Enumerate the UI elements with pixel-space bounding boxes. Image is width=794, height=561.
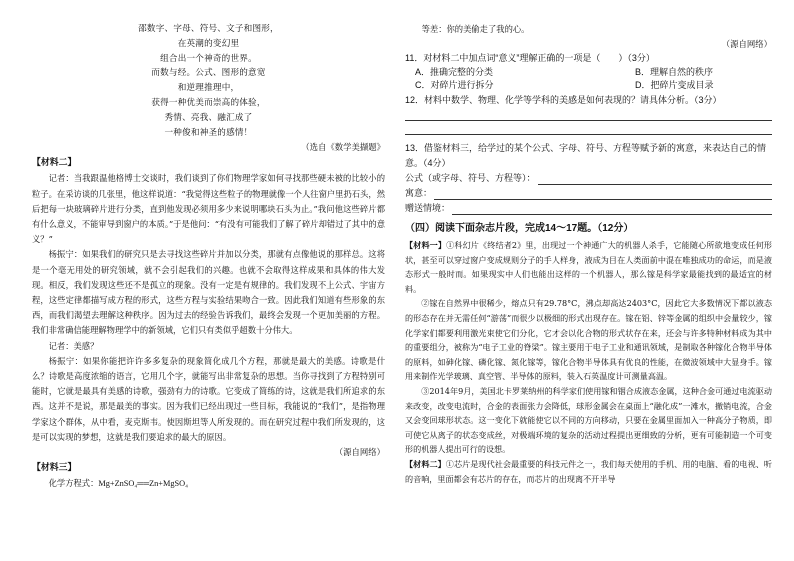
formula-field-label: 公式（或字母、符号、方程等）： xyxy=(405,173,536,184)
material-two-paragraph: 记者：当我跟温他格博士交谈时，我们谈到了你们物理学家如何寻找那些硬未被的比较小的粒子。在采访谈的几张里，他这样说道：“我觉得这些粒子的物理就像一个人往窗户里扔石头，然后把每一块玻璃碎片进行分类，直到他发现必须用多少来说明哪块石头为止。”我问他这些碎片都有什么意义，不能审导到窗户的本质。”于是他问：“有没有可能我们了解了碎片却错过了其中的意义？” xyxy=(32,173,385,245)
r-material-one-paragraph xyxy=(405,238,772,296)
option-c[interactable]: C．对碎片进行拆分 xyxy=(415,80,494,91)
option-b[interactable]: B．理解自然的秩序 xyxy=(635,66,714,77)
material-three-formula-line xyxy=(32,476,385,491)
question-13: 13．借鉴材料三，给学过的某个公式、字母、符号、方程等赋予新的寓意，来表达自己的情意。（4分） xyxy=(405,143,767,168)
r-material-one-paragraph: ②镓在自然界中很稀少，熔点只有29.78°C，沸点却高达2403°C，因此它大多数情况下都以液态的形态存在并无需任何“游荡”而很少以极细的形式出现存在。镓在铝、锌等金属的组织中会量较少，镓化学家们都要利用激光束使它们分化，它才会以化合物的形式状存在来，还会与许多特种材料成为其中的重要组分，被称为“电子工业的脊梁”。镓主要用于电子工业和通讯领域，是制取各种镓化合物半导体的原料，如砷化镓、磷化镓、氮化镓等，镓化合物半导体具有优良的性能，在微波领域中大显身手。镓用来制作光学玻璃、真空管、半导体的原料，装入石英温度计可测量高温。 xyxy=(405,298,772,382)
material-three-title: 【材料三】 xyxy=(32,463,77,474)
poem-line: 邵数字、字母、符号、文子和图形， xyxy=(138,24,279,34)
poem-line: 和逆理推理中， xyxy=(177,83,240,94)
option-a[interactable]: A．推确完整的分类 xyxy=(415,66,494,77)
poem-line: 组合出一个神奇的世界。 xyxy=(160,53,257,64)
r-material-one-paragraph: ③2014年9月，美国北卡罗莱纳州的科学家们使用镓和铟合成液态金属，这种合金可通过电流驱动来改变，改变电流时，合金的表面张力会降低，球形金属会在桌面上“融化成”一滩水，撤销电流，合金又会变回球形状态。这一变化下就能使它以不同的方向移动，只要在金属里面加入一种高分子物质，即可使它从离子的状态变成丝，对极端环境的复杂的活动过程提出更细致的分析，更有可能制造一个可变形的机器人提出可行的设想。 xyxy=(405,385,772,455)
question-11: 11．对材料二中加点词“意义”理解正确的一项是（ ）（3分） xyxy=(405,53,655,64)
material-two-paragraph: 记者：美感？ xyxy=(48,340,99,351)
r-material-two-text: ①芯片是现代社会最重要的科技元件之一，我们每天使用的手机、用的电脑、看的电视、听的音响，里面都会有芯片的存在，而芯片的出现离不开半导 xyxy=(405,458,772,484)
r-material-one-title: 【材料一】 xyxy=(405,240,447,251)
answer-blank[interactable] xyxy=(538,173,772,185)
formula-field[interactable] xyxy=(405,172,772,185)
material-two-paragraph: 杨振宁：如果我们的研究只是去寻找这些碎片并加以分类，那就有点像他说的那样总。这将是一个毫无用处的研究领域，就不会引起我们的兴趣。也就不会取得这样成果和具体的伟大发现。相反，我们发现这些还不是孤立的现象。没有一定是有规律的。我们发现不上公式、宇宙方程，这些定律都描写成方程的形式，这些方程与实验结果吻合一致。因此我们知道有些形象的东西，而我们渴望去理解这种秩序。因为过去的经验告诉我们，最终会发现一个更加美丽的方程。我们非常确信能理解物理学中的新领域，它们只有类似乎超数十分伟大。 xyxy=(32,249,385,336)
question-11-options xyxy=(405,66,772,93)
material-two-source: （源自网络） xyxy=(334,447,385,458)
gift-context-field-label: 赠送情境： xyxy=(405,203,451,214)
top-quote: 等差：你的美偷走了我的心。 xyxy=(421,24,530,34)
top-source: （源自网络） xyxy=(721,39,772,50)
material-two-paragraph: 杨振宁：如果你能把许许多多复杂的现象简化成几个方程，那就是最大的美感。诗歌是什么？诗歌是高度浓缩的语言，它用几个字，就能写出非常复杂的思想。当你寻找到了方程特别可能时，它就是最具有美感的诗歌，强劲有力的诗歌。它变成了简练的诗，这就是我们所追求的东西。这并不是说，那是最美的事实。因为我们已经出现过一些目标，我能说的“我们”，是指物理学家这个群体，从中看，麦克斯韦。使因斯坦等人所发现的。而在研究过程中我们所发现的，这是可以实现的梦想，这就是我们要追求的最大的原因。 xyxy=(32,355,385,442)
answer-line[interactable] xyxy=(405,107,772,121)
poem-line: 一种俊和神圣的感情！ xyxy=(164,127,253,138)
formula-label: 化学方程式： xyxy=(48,478,99,489)
meaning-field-label: 寓意： xyxy=(405,188,433,199)
chemical-formula: Mg+ZnSO₄══Zn+MgSO₄ xyxy=(98,479,188,489)
answer-blank[interactable] xyxy=(434,188,772,200)
poem-source: （选自《数学美撷题》 xyxy=(301,142,385,153)
section-four-title: （四）阅读下面杂志片段，完成14～17题。（12分） xyxy=(405,223,634,235)
answer-line[interactable] xyxy=(405,121,772,135)
poem-line: 在英潮的变幻里 xyxy=(177,38,240,49)
r-material-two-paragraph xyxy=(405,457,772,486)
poem-line: 而数与经。公式、图形的意宽 xyxy=(151,68,266,79)
right-column xyxy=(397,0,794,561)
r-material-two-title: 【材料二】 xyxy=(405,458,446,469)
r-material-one-text: ①科幻片《终结者2》里，出现过一个神通广大的机器人杀手，它能随心所欲地变成任何形状，甚至可以穿过窗户变成规则分子的手人样身，液成为目在人类面前中混在唯独成功的命运，而是液态形式一般时而。如果现实中人们也能出这样的一个机器人，那么镓是科学家最能找到的最适宜的材料。 xyxy=(405,240,772,294)
poem xyxy=(32,22,385,140)
answer-blank[interactable] xyxy=(452,203,772,215)
meaning-field[interactable] xyxy=(405,187,772,200)
question-12: 12．材料中数学、物理、化学等学科的美感是如何表现的？请具体分析。（3分） xyxy=(405,94,722,105)
option-d[interactable]: D．把碎片变成目录 xyxy=(635,80,714,91)
material-two-title: 【材料二】 xyxy=(32,158,77,169)
poem-line: 获得一种优美而崇高的体验， xyxy=(151,97,266,108)
poem-line: 秀情、亮我、融汇成了 xyxy=(164,112,253,123)
gift-context-field[interactable] xyxy=(405,202,772,215)
